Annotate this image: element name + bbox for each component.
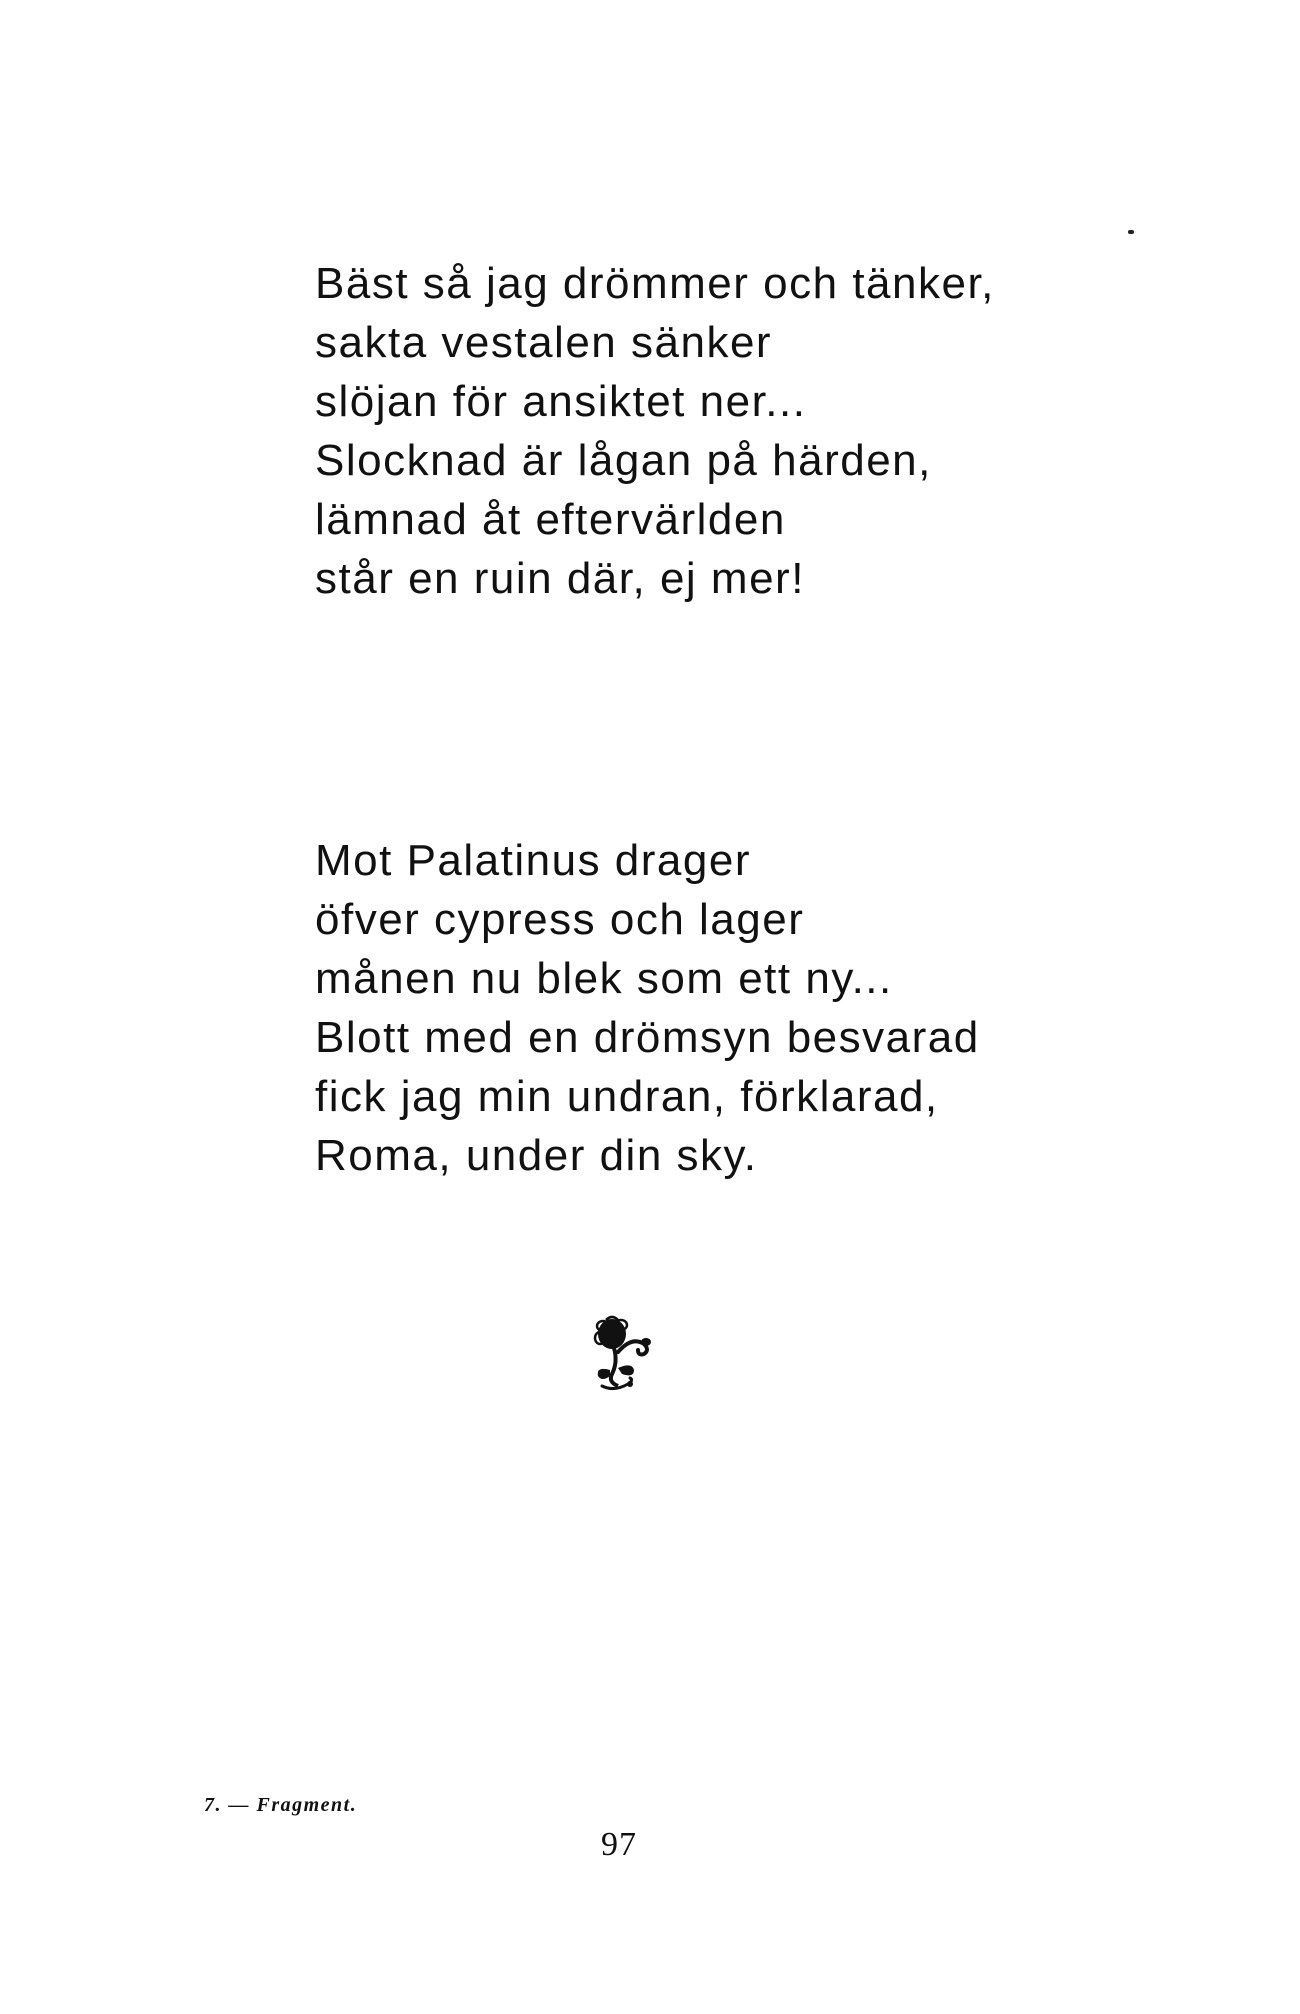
poem-line: öfver cypress och lager — [315, 895, 805, 944]
floral-ornament-icon — [588, 1312, 660, 1392]
poem-line: Blott med en drömsyn besvarad — [315, 1013, 980, 1062]
poem-line: sakta vestalen sänker — [315, 318, 773, 367]
poem-line: månen nu blek som ett ny... — [315, 954, 893, 1003]
signature-mark: 7. — Fragment. — [204, 1794, 358, 1816]
poem-line: Roma, under din sky. — [315, 1131, 758, 1180]
print-speck — [1128, 230, 1134, 234]
poem-stanza-1 — [315, 254, 995, 608]
poem-line: Mot Palatinus drager — [315, 836, 751, 885]
poem-line: står en ruin där, ej mer! — [315, 554, 805, 603]
page-number: 97 — [601, 1826, 637, 1863]
poem-line: fick jag min undran, förklarad, — [315, 1072, 939, 1121]
poem-line: Slocknad är lågan på härden, — [315, 436, 932, 485]
poem-line: lämnad åt eftervärlden — [315, 495, 786, 544]
poem-stanza-2 — [315, 831, 980, 1185]
poem-line: Bäst så jag drömmer och tänker, — [315, 259, 995, 308]
poem-line: slöjan för ansiktet ner... — [315, 377, 807, 426]
